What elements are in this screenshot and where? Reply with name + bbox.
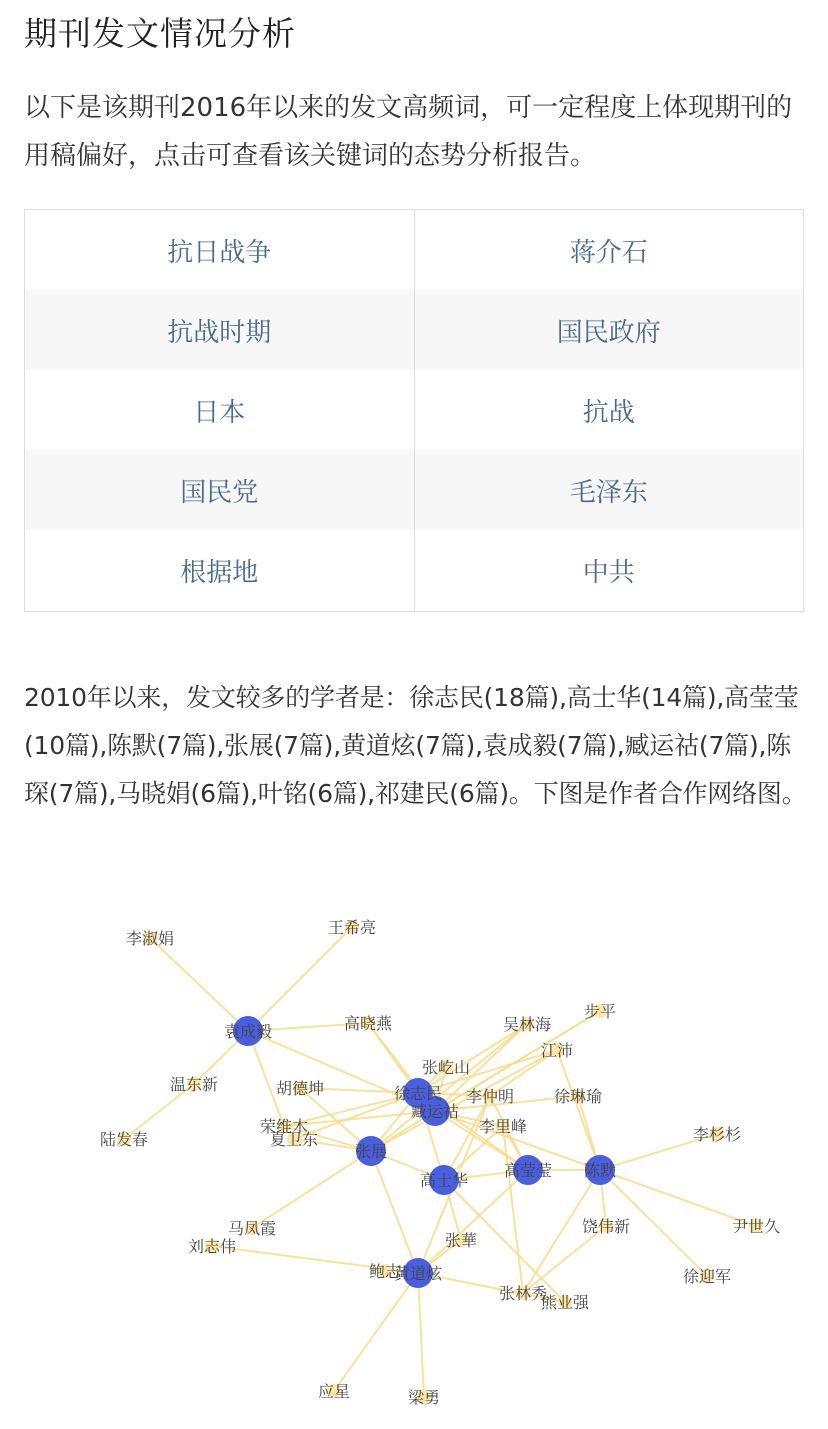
author-label: 王希亮 <box>327 918 377 937</box>
author-label: 应星 <box>317 1382 351 1401</box>
network-labels <box>100 918 780 1407</box>
author-label: 臧运祜 <box>410 1102 460 1121</box>
author-label: 张屹山 <box>421 1058 471 1077</box>
author-label: 徐志民 <box>393 1084 443 1103</box>
author-label: 刘志伟 <box>187 1237 237 1256</box>
author-label: 马凤霞 <box>227 1219 277 1238</box>
author-label: 江沛 <box>540 1041 574 1060</box>
network-edge <box>523 1226 606 1293</box>
keyword-row <box>25 210 803 290</box>
author-label: 荣维木 <box>259 1117 309 1136</box>
keyword-link[interactable]: 毛泽东 <box>569 477 648 508</box>
keyword-link[interactable]: 中共 <box>582 557 635 588</box>
author-label: 高晓燕 <box>343 1014 393 1033</box>
scholars-text: 2010年以来，发文较多的学者是：徐志民(18篇),高士华(14篇),高莹莹(10篇),陈默(7篇),张展(7篇),黄道炫(7篇),袁成毅(7篇),臧运祜(7篇),陈琛(7篇),马晓娟(6篇),叶铭(6篇),祁建民(6篇)。下图是作者合作网络图。 <box>24 683 807 808</box>
keyword-link[interactable]: 根据地 <box>25 530 415 610</box>
author-label: 饶伟新 <box>581 1217 631 1236</box>
network-edge <box>150 938 248 1031</box>
author-label: 步平 <box>583 1002 617 1021</box>
keyword-link[interactable]: 国民党 <box>25 450 415 530</box>
author-label: 尹世久 <box>731 1217 781 1236</box>
author-label: 徐琳瑜 <box>553 1087 603 1106</box>
author-label: 鲍志 <box>368 1262 402 1281</box>
network-edge <box>334 1273 418 1391</box>
author-label: 胡德坤 <box>275 1079 325 1098</box>
keyword-row <box>25 290 803 370</box>
author-label: 吴林海 <box>502 1015 552 1034</box>
author-label: 夏卫东 <box>269 1130 319 1149</box>
keyword-link[interactable]: 抗战时期 <box>25 290 415 370</box>
keyword-row <box>25 370 803 450</box>
network-nodes <box>117 920 763 1404</box>
keyword-link[interactable]: 日本 <box>25 370 415 450</box>
keyword-link[interactable]: 国民政府 <box>556 317 661 348</box>
author-label: 高莹莹 <box>503 1161 553 1180</box>
network-edges <box>124 927 756 1397</box>
author-label: 温东新 <box>169 1075 219 1094</box>
author-label: 张展 <box>354 1142 388 1161</box>
author-label: 袁成毅 <box>223 1022 273 1041</box>
author-label: 梁勇 <box>407 1388 441 1407</box>
author-label: 陈默 <box>583 1161 617 1180</box>
author-label: 李杉杉 <box>692 1125 742 1144</box>
keyword-link[interactable]: 蒋介石 <box>569 237 648 268</box>
network-edge <box>248 927 352 1031</box>
intro-text: 以下是该期刊2016年以来的发文高频词，可一定程度上体现期刊的用稿偏好，点击可查看该关键词的态势分析报告。 <box>24 93 793 171</box>
coauthor-network-graph <box>0 880 828 1420</box>
author-label: 熊业强 <box>540 1293 590 1312</box>
author-label: 李淑娟 <box>125 929 175 948</box>
keyword-table <box>24 209 804 612</box>
coauthor-network <box>0 880 828 1420</box>
page-title: 期刊发文情况分析 <box>24 14 296 53</box>
author-label: 李里峰 <box>478 1117 528 1136</box>
author-label: 张林秀 <box>498 1284 548 1303</box>
author-label: 陆发春 <box>99 1130 149 1149</box>
author-label: 黄道炫 <box>393 1264 443 1283</box>
keyword-row <box>25 450 803 530</box>
keyword-link[interactable]: 抗战 <box>582 397 635 428</box>
author-label: 李仲明 <box>465 1087 515 1106</box>
author-label: 徐迎军 <box>682 1267 732 1286</box>
network-edge <box>503 1126 523 1293</box>
author-label: 高士华 <box>419 1171 469 1190</box>
keyword-row <box>25 530 803 610</box>
network-edge <box>371 1151 418 1273</box>
network-edge <box>252 1151 371 1228</box>
author-label: 张華 <box>444 1231 478 1250</box>
keyword-link[interactable]: 抗日战争 <box>25 210 415 290</box>
network-edge <box>557 1050 600 1170</box>
network-edge <box>418 1273 424 1397</box>
